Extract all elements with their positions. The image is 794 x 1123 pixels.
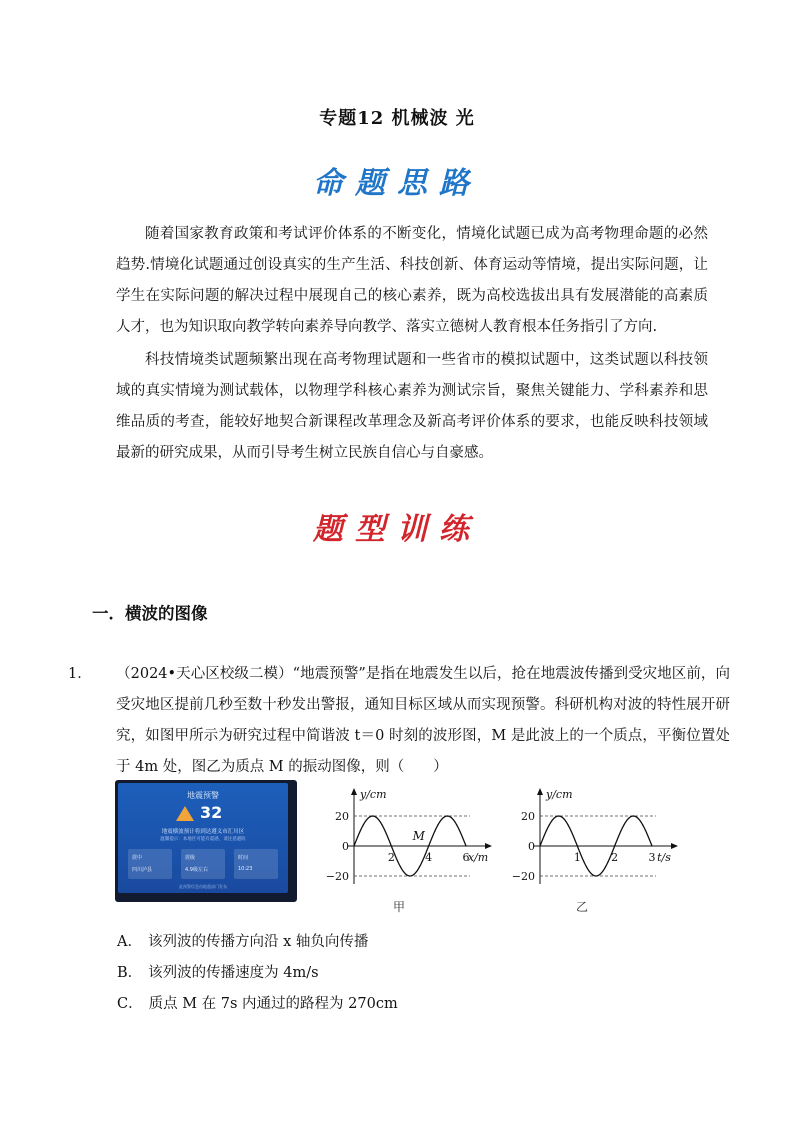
chart-0-data-point (437, 824, 438, 825)
chart-1-data-point (558, 815, 559, 816)
chart-0-y-label: y/cm (360, 788, 387, 801)
page-title: 专题12 机械波 光 (319, 108, 475, 129)
chart-0-data-point (391, 845, 392, 846)
chart-1-y-tick-label: 0 (528, 840, 535, 853)
screen-hint: 温馨提示：本地区可能有震感，请注意避险 (160, 837, 246, 842)
chart-0-y-tick-label: 20 (335, 810, 349, 823)
chart-0-data-point (456, 824, 457, 825)
chart-1-data-point (539, 845, 540, 846)
option-a[interactable] (117, 930, 368, 951)
countdown-number: 32 (200, 803, 223, 822)
screen-title: 地震预警 (187, 791, 219, 800)
caption-jia: 甲 (393, 900, 406, 914)
chart-0-x-tick-label: 2 (387, 851, 395, 864)
option-letter: C． (117, 996, 143, 1012)
chart-0-data-point (381, 824, 382, 825)
chart-0-data-point (419, 867, 420, 868)
screen-footer: 此预警信息由地震部门发布 (179, 884, 227, 889)
chart-1-y-tick-label: −20 (511, 870, 535, 883)
chart-1-data-point (549, 824, 550, 825)
question-number: 1． (68, 666, 92, 682)
chart-0-x-tick-label: 6 (462, 851, 470, 864)
chart-1-data-point (651, 845, 652, 846)
warning-triangle-icon (176, 806, 194, 821)
chart-1-data-point (623, 824, 624, 825)
earthquake-warning-photo (115, 780, 297, 902)
chart-1-y-tick-label: 20 (521, 810, 535, 823)
chart-1-data-point (605, 867, 606, 868)
option-letter: B． (117, 965, 143, 981)
chart-1-y-label: y/cm (546, 788, 573, 801)
intro-paragraph-2: 科技情境类试题频繁出现在高考物理试题和一些省市的模拟试题中，这类试题以科技领域的真实情境为测试载体，以物理学科核心素养为测试宗旨，聚焦关键能力、学科素养和思维品质的考查，能较好地契合新课程改革理念及新高考评价体系的要求，也能反映科技领域最新的研究成果，从而引导考生树立民族自信心与自豪感。 (116, 352, 708, 461)
chart-0-data-point (353, 845, 354, 846)
chart-0-data-point (400, 867, 401, 868)
chart-1-data-point (642, 824, 643, 825)
chart-0-data-point (372, 815, 373, 816)
vibration-graph-yi (508, 784, 678, 896)
warning-screen (118, 783, 288, 893)
info-card-epicenter: 震中 四川泸县 (128, 849, 172, 879)
option-text: 该列波的传播方向沿 x 轴负向传播 (147, 934, 369, 950)
chart-1-y-arrow (537, 788, 543, 795)
chart-1-data-point (633, 815, 634, 816)
option-b[interactable] (117, 961, 319, 982)
section-banner-ideas: 命题思路 (313, 166, 481, 201)
chart-0-x-arrow (485, 843, 492, 849)
chart-0-data-point (428, 845, 429, 846)
chart-0-data-point (409, 875, 410, 876)
chart-1-data-point (577, 845, 578, 846)
wave-graph-jia (322, 784, 492, 896)
chart-1-data-point (586, 867, 587, 868)
chart-1-data-point (595, 875, 596, 876)
question-1 (68, 659, 730, 783)
chart-0-data-point (465, 845, 466, 846)
question-text: （2024•天心区校级二模）“地震预警”是指在地震发生以后，抢在地震波传播到受灾地区前，向受灾地区提前几秒至数十秒发出警报，通知目标区域从而实现预警。科研机构对波的特性展开研究，如图甲所示为研究过程中简谐波 t＝0 时刻的波形图，M 是此波上的一个质点，平衡位置处于 4m 处，图乙为质点 M 的振动图像，则（ ） (116, 666, 730, 775)
chart-1-x-tick-label: 3 (648, 851, 656, 864)
chart-1-data-point (614, 845, 615, 846)
chart-0-y-arrow (351, 788, 357, 795)
section-heading: 一．横波的图像 (92, 604, 208, 623)
screen-message: 地震横波预计将到达遵义市汇川区 (161, 829, 245, 835)
chart-0-x-tick-label: 4 (425, 851, 433, 864)
option-letter: A． (117, 934, 142, 950)
chart-0-data-point (447, 815, 448, 816)
chart-0-data-point (363, 824, 364, 825)
caption-yi: 乙 (576, 900, 589, 914)
chart-0-point-label-m: M (412, 829, 425, 843)
option-text: 质点 M 在 7s 内通过的路程为 270cm (148, 996, 398, 1012)
chart-1-x-tick-label: 2 (611, 851, 619, 864)
section-banner-training: 题型训练 (313, 512, 481, 547)
chart-0-x-label: x/m (467, 851, 489, 864)
intro-paragraph-1: 随着国家教育政策和考试评价体系的不断变化，情境化试题已成为高考物理命题的必然趋势.情境化试题通过创设真实的生产生活、科技创新、体育运动等情境，提出实际问题，让学生在实际问题的解决过程中展现自己的核心素养，既为高校选拔出具有发展潜能的高素质人才，也为知识取向教学转向素养导向教学、落实立德树人教育根本任务指引了方向. (116, 226, 708, 335)
info-card-time: 时间 10:23 (234, 849, 278, 879)
info-card-magnitude: 震级 4.9级左右 (181, 849, 225, 879)
chart-1-x-arrow (671, 843, 678, 849)
option-c[interactable] (117, 992, 398, 1013)
chart-1-x-tick-label: 1 (573, 851, 581, 864)
chart-0-y-tick-label: −20 (325, 870, 349, 883)
option-text: 该列波的传播速度为 4m/s (148, 965, 319, 981)
chart-1-data-point (567, 824, 568, 825)
chart-1-x-label: t/s (657, 851, 671, 864)
chart-0-y-tick-label: 0 (342, 840, 349, 853)
